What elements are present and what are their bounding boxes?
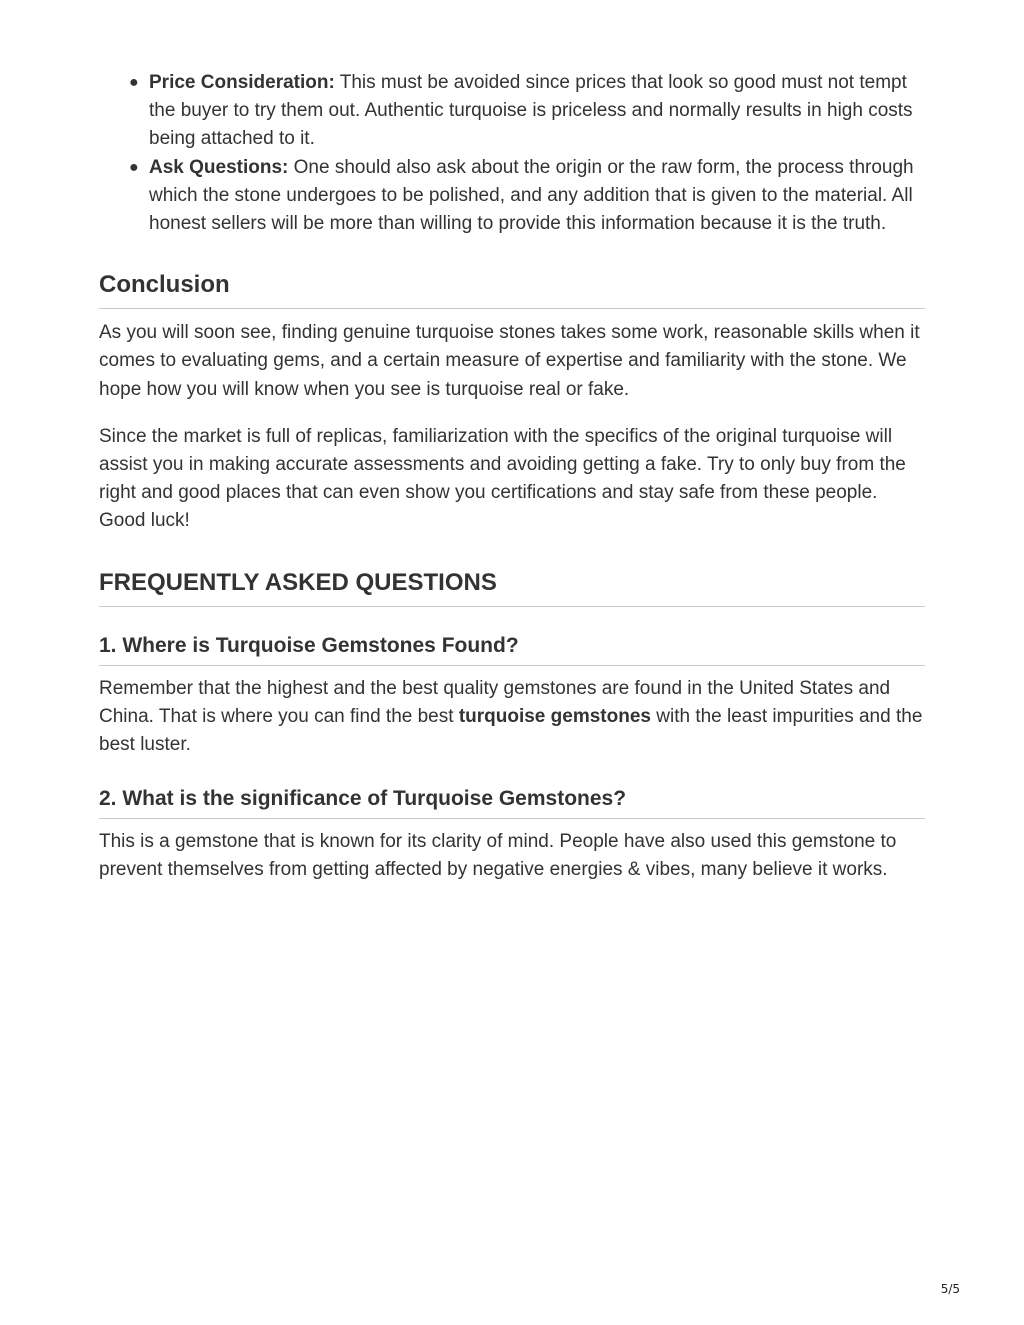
list-item	[129, 154, 925, 239]
faq-answer: This is a gemstone that is known for its clarity of mind. People have also used this gemstone to prevent themselves from getting affected by negative energies & vibes, many believe it works.	[99, 831, 897, 881]
list-item-label: Ask Questions:	[149, 156, 289, 178]
list-item-text: One should also ask about the origin or the raw form, the process through which the stone undergoes to be polished, and any addition that is given to the material. All honest sellers will be more than willing to provide this information because it is the truth.	[149, 156, 914, 235]
faq-question-title: 2. What is the significance of Turquoise Gemstones?	[99, 786, 925, 819]
bullet-icon: ●	[129, 74, 139, 91]
faq-answer-text: Remember that the highest and the best quality gemstones are found in the United States and China. That is where you can find the best	[99, 677, 891, 727]
faq-question-title: 1. Where is Turquoise Gemstones Found?	[99, 633, 925, 666]
faq-answer-text: with the least impurities and the best luster.	[99, 705, 923, 756]
conclusion-heading: Conclusion	[99, 271, 925, 309]
faq-answer	[99, 675, 925, 760]
faq-answer-highlight: turquoise gemstones	[458, 705, 651, 727]
faq-heading: FREQUENTLY ASKED QUESTIONS	[99, 569, 925, 607]
list-item-label: Price Consideration:	[149, 72, 335, 93]
conclusion-paragraph: As you will soon see, finding genuine turquoise stones takes some work, reasonable skills when it comes to evaluating gems, and a certain measure of expertise and familiarity with the stone. We hope how you will know when you see is turquoise real or fake.	[99, 322, 920, 400]
page-number: 5/5	[940, 1282, 960, 1296]
conclusion-paragraph: Since the market is full of replicas, familiarization with the specifics of the original turquoise will assist you in making accurate assessments and avoiding getting a fake. Try to only buy from the right and good places that can even show you certifications and stay safe from these people. Good luck!	[99, 425, 906, 532]
list-item-text: This must be avoided since prices that look so good must not tempt the buyer to try them out. Authentic turquoise is priceless and normally results in high costs being attached to it.	[149, 72, 913, 150]
tips-list	[99, 60, 925, 238]
bullet-icon: ●	[129, 158, 139, 176]
document-page	[99, 60, 925, 885]
list-item	[129, 60, 925, 154]
